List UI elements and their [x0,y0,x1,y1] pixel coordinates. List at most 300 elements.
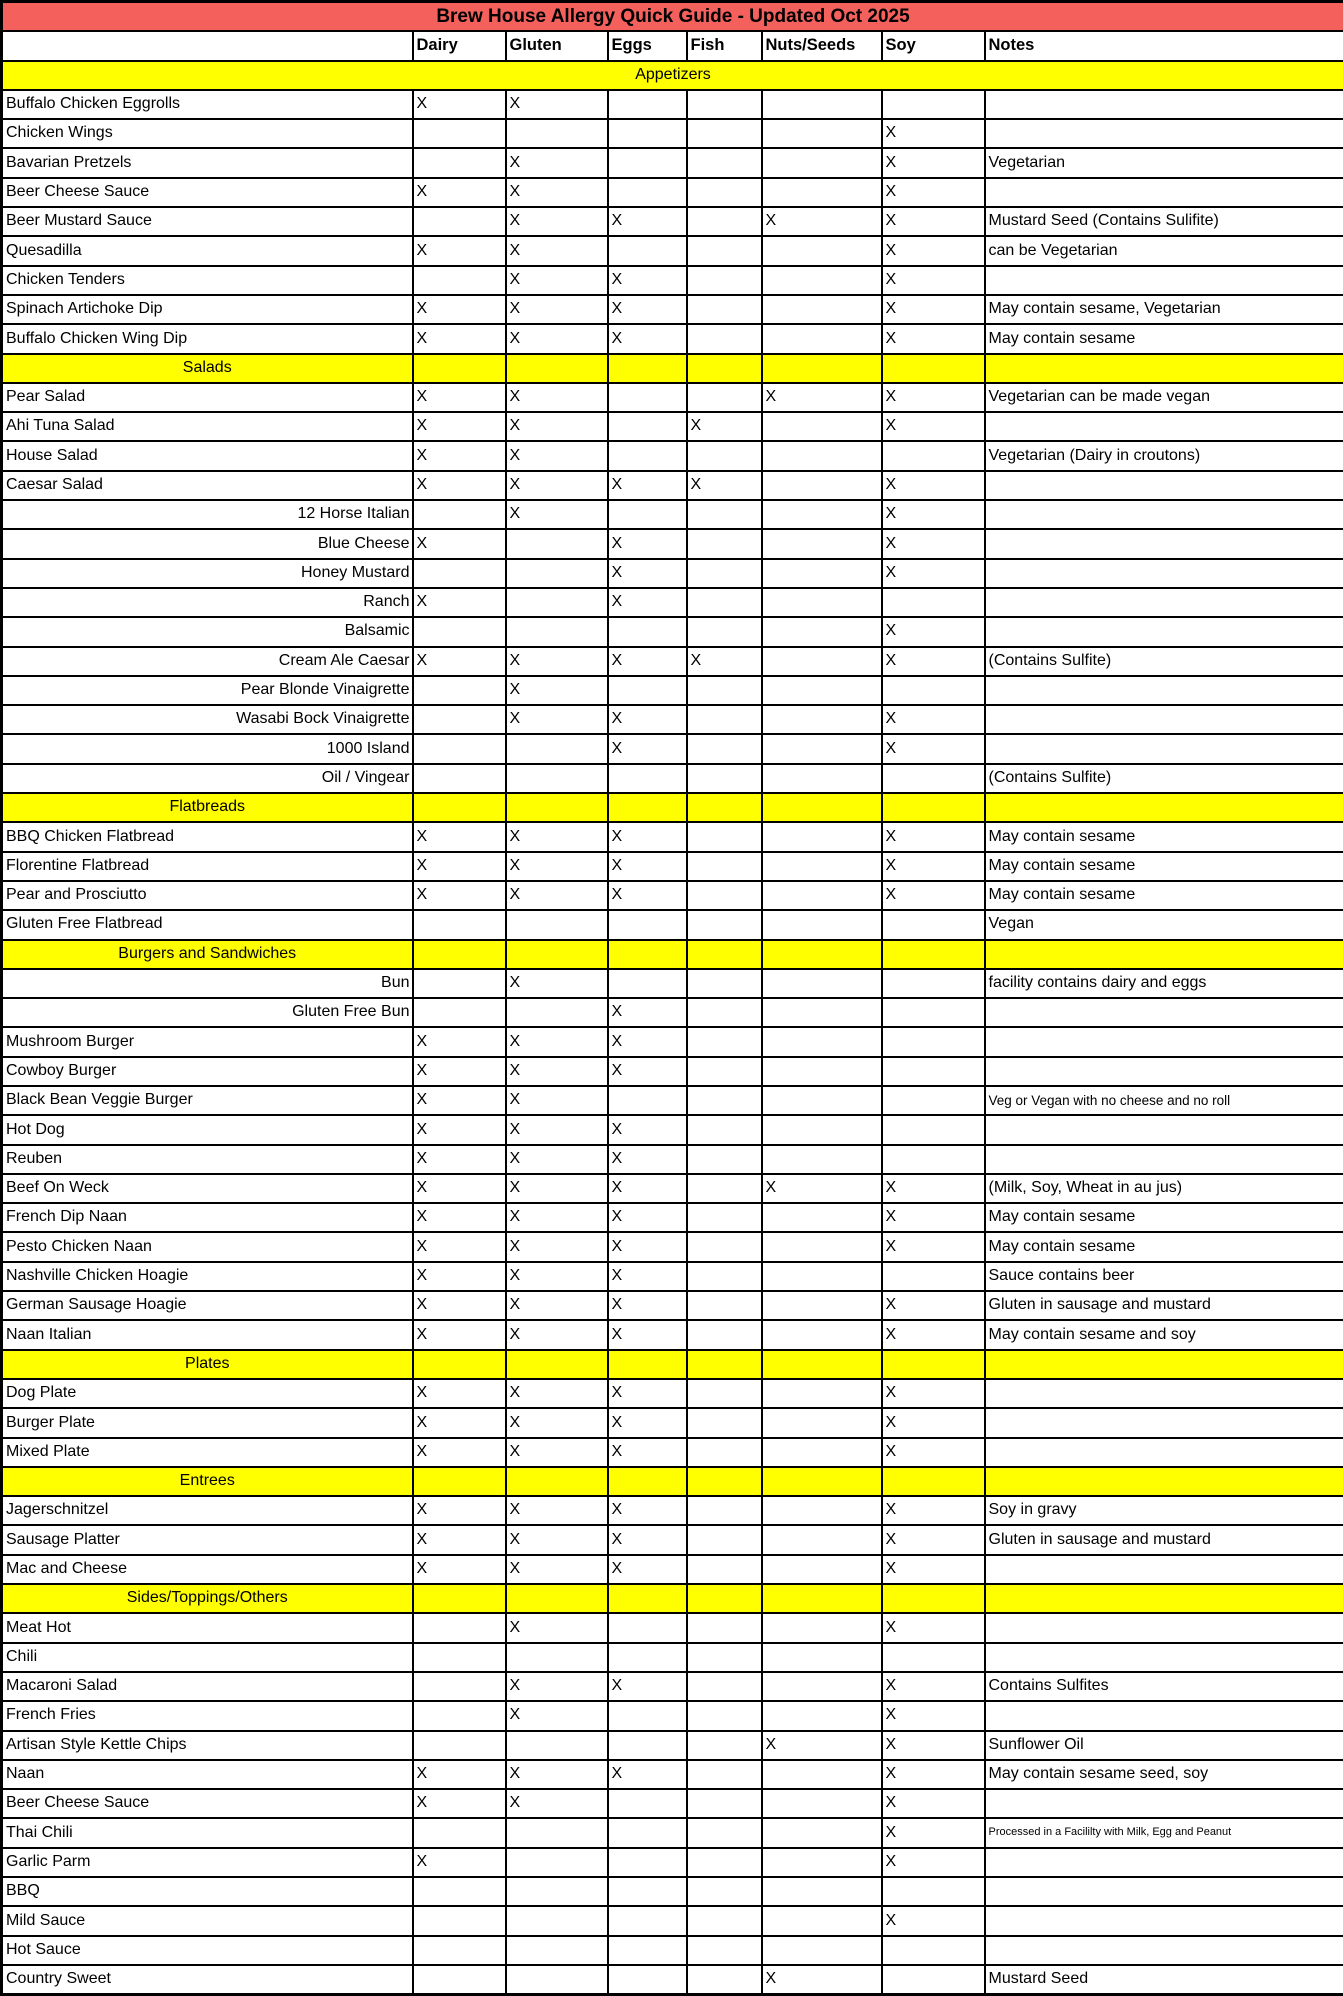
allergen-cell-soy: X [882,119,985,148]
allergen-cell-gluten: X [506,1027,608,1056]
allergen-cell-eggs: X [608,559,687,588]
allergen-cell-soy: X [882,500,985,529]
item-row [2,1818,1343,1847]
allergen-cell-eggs [608,1789,687,1818]
item-name: Thai Chili [2,1818,413,1847]
allergen-cell-nuts-seeds [762,617,882,646]
allergen-cell-dairy: X [413,1203,506,1232]
item-notes: Sauce contains beer [985,1262,1343,1291]
allergen-cell-dairy: X [413,471,506,500]
allergen-cell-nuts-seeds [762,266,882,295]
allergen-cell-nuts-seeds [762,1789,882,1818]
allergen-cell-dairy: X [413,412,506,441]
allergen-cell-soy: X [882,236,985,265]
allergen-cell-dairy: X [413,441,506,470]
allergen-cell-gluten: X [506,852,608,881]
allergen-cell-dairy: X [413,881,506,910]
allergen-cell-fish [687,1936,762,1965]
item-row [2,178,1343,207]
allergen-cell-soy [882,1145,985,1174]
item-row [2,1848,1343,1877]
section-cell [762,793,882,822]
page-title: Brew House Allergy Quick Guide - Updated Oct 2025 [2,2,1343,32]
item-row [2,969,1343,998]
item-notes: can be Vegetarian [985,236,1343,265]
section-cell [762,1350,882,1379]
item-notes: (Milk, Soy, Wheat in au jus) [985,1174,1343,1203]
allergen-cell-fish [687,1877,762,1906]
allergen-cell-nuts-seeds [762,1555,882,1584]
item-notes [985,705,1343,734]
section-cell [687,354,762,383]
item-row [2,998,1343,1027]
item-name: Chili [2,1643,413,1672]
allergen-cell-nuts-seeds [762,1232,882,1261]
item-name: Country Sweet [2,1965,413,1995]
item-notes [985,471,1343,500]
allergen-cell-gluten: X [506,1438,608,1467]
item-row [2,734,1343,763]
section-cell [985,940,1343,969]
item-notes [985,734,1343,763]
allergen-cell-nuts-seeds [762,1203,882,1232]
allergen-cell-fish [687,1291,762,1320]
section-cell [687,1350,762,1379]
allergen-cell-soy: X [882,471,985,500]
allergen-cell-nuts-seeds [762,148,882,177]
allergen-cell-gluten: X [506,1613,608,1642]
allergen-cell-gluten: X [506,1701,608,1730]
item-row [2,1555,1343,1584]
item-row [2,1760,1343,1789]
allergen-cell-nuts-seeds [762,178,882,207]
item-name: Spinach Artichoke Dip [2,295,413,324]
item-notes: May contain sesame [985,324,1343,353]
allergen-cell-fish [687,852,762,881]
section-cell [506,354,608,383]
item-notes: Veg or Vegan with no cheese and no roll [985,1086,1343,1115]
allergen-cell-gluten [506,998,608,1027]
allergen-cell-soy: X [882,1408,985,1437]
allergen-cell-fish [687,529,762,558]
item-notes [985,1379,1343,1408]
allergen-cell-fish [687,1438,762,1467]
item-notes: facility contains dairy and eggs [985,969,1343,998]
item-name: Hot Dog [2,1115,413,1144]
column-header-soy: Soy [882,31,985,60]
allergen-cell-fish [687,822,762,851]
item-row [2,1027,1343,1056]
allergen-cell-eggs: X [608,324,687,353]
section-row-burgers-and-sandwiches [2,940,1343,969]
allergen-cell-fish [687,881,762,910]
allergen-cell-soy: X [882,1203,985,1232]
allergen-cell-gluten: X [506,1086,608,1115]
item-name: House Salad [2,441,413,470]
allergen-cell-nuts-seeds [762,852,882,881]
allergen-cell-eggs: X [608,1555,687,1584]
item-row [2,1320,1343,1349]
item-row [2,910,1343,939]
allergen-cell-nuts-seeds [762,969,882,998]
item-notes [985,529,1343,558]
section-label: Flatbreads [2,793,413,822]
item-name: Gluten Free Flatbread [2,910,413,939]
allergen-cell-eggs: X [608,1291,687,1320]
item-notes: Vegetarian can be made vegan [985,383,1343,412]
allergen-cell-nuts-seeds [762,1906,882,1935]
allergen-cell-dairy: X [413,1320,506,1349]
allergen-cell-dairy [413,617,506,646]
allergen-cell-eggs: X [608,1760,687,1789]
item-notes [985,1643,1343,1672]
allergen-cell-soy: X [882,148,985,177]
allergen-cell-dairy [413,559,506,588]
allergen-cell-nuts-seeds [762,1408,882,1437]
allergen-cell-nuts-seeds [762,1701,882,1730]
allergen-cell-eggs [608,1613,687,1642]
allergen-cell-gluten [506,1965,608,1995]
allergen-cell-nuts-seeds [762,119,882,148]
allergen-cell-fish [687,734,762,763]
allergen-cell-soy: X [882,529,985,558]
section-row-appetizers [2,61,1343,90]
allergen-cell-eggs [608,236,687,265]
allergen-cell-fish [687,119,762,148]
allergen-cell-gluten: X [506,1232,608,1261]
allergen-cell-nuts-seeds [762,1848,882,1877]
allergen-cell-nuts-seeds: X [762,1174,882,1203]
section-cell [687,1467,762,1496]
allergen-cell-gluten: X [506,676,608,705]
item-name: Buffalo Chicken Eggrolls [2,90,413,119]
allergen-cell-eggs [608,1086,687,1115]
item-notes [985,1115,1343,1144]
allergen-cell-eggs [608,1848,687,1877]
allergen-cell-nuts-seeds [762,1145,882,1174]
allergen-cell-dairy: X [413,1057,506,1086]
item-name: Blue Cheese [2,529,413,558]
allergen-cell-nuts-seeds [762,1027,882,1056]
allergen-cell-dairy [413,500,506,529]
allergen-cell-fish [687,1643,762,1672]
allergen-cell-dairy [413,676,506,705]
item-row [2,441,1343,470]
item-row [2,471,1343,500]
item-notes: Gluten in sausage and mustard [985,1525,1343,1554]
allergen-cell-soy: X [882,881,985,910]
allergen-cell-gluten [506,1643,608,1672]
allergen-cell-soy: X [882,1525,985,1554]
section-cell [608,1584,687,1613]
allergen-cell-soy: X [882,1291,985,1320]
allergen-cell-soy: X [882,1555,985,1584]
allergen-cell-fish [687,207,762,236]
allergen-cell-gluten [506,559,608,588]
item-notes: Vegan [985,910,1343,939]
section-cell [687,940,762,969]
section-cell [413,1584,506,1613]
item-name: Artisan Style Kettle Chips [2,1731,413,1760]
allergen-cell-fish [687,148,762,177]
allergen-cell-eggs: X [608,1496,687,1525]
item-name: Beer Cheese Sauce [2,178,413,207]
section-cell [762,940,882,969]
allergen-cell-gluten: X [506,1115,608,1144]
item-name: Balsamic [2,617,413,646]
allergen-cell-fish [687,295,762,324]
allergen-cell-gluten: X [506,148,608,177]
allergen-cell-gluten [506,1877,608,1906]
item-row [2,705,1343,734]
item-row [2,617,1343,646]
section-cell [506,1584,608,1613]
item-row [2,1291,1343,1320]
allergen-cell-soy: X [882,1789,985,1818]
allergen-cell-soy: X [882,412,985,441]
item-name: Beer Mustard Sauce [2,207,413,236]
allergen-cell-soy: X [882,1701,985,1730]
allergen-cell-soy [882,1262,985,1291]
allergen-cell-dairy [413,764,506,793]
item-row [2,412,1343,441]
allergen-cell-eggs [608,441,687,470]
allergen-cell-eggs: X [608,1379,687,1408]
allergen-cell-nuts-seeds [762,471,882,500]
item-row [2,1877,1343,1906]
allergen-cell-dairy [413,1613,506,1642]
allergen-cell-eggs [608,910,687,939]
allergen-cell-nuts-seeds [762,236,882,265]
allergen-cell-eggs: X [608,734,687,763]
allergen-cell-eggs [608,1731,687,1760]
allergen-cell-soy: X [882,1760,985,1789]
allergen-cell-gluten: X [506,1057,608,1086]
allergen-cell-dairy [413,1936,506,1965]
allergen-cell-nuts-seeds [762,1643,882,1672]
allergen-cell-eggs: X [608,881,687,910]
item-notes [985,1438,1343,1467]
allergen-cell-fish [687,1555,762,1584]
item-name: Nashville Chicken Hoagie [2,1262,413,1291]
allergen-cell-fish [687,383,762,412]
item-row [2,324,1343,353]
section-cell [687,793,762,822]
allergen-cell-fish [687,1731,762,1760]
allergen-cell-nuts-seeds [762,1115,882,1144]
item-notes [985,1789,1343,1818]
allergen-cell-nuts-seeds [762,588,882,617]
item-notes [985,1848,1343,1877]
allergen-cell-soy: X [882,1438,985,1467]
item-notes [985,1057,1343,1086]
allergen-cell-nuts-seeds [762,647,882,676]
allergen-cell-gluten: X [506,705,608,734]
allergen-cell-gluten: X [506,1525,608,1554]
section-cell [985,793,1343,822]
allergen-cell-fish [687,1262,762,1291]
allergen-cell-gluten [506,764,608,793]
allergen-cell-soy: X [882,734,985,763]
section-row-plates [2,1350,1343,1379]
allergen-cell-gluten [506,588,608,617]
allergen-cell-soy: X [882,852,985,881]
item-name: Pesto Chicken Naan [2,1232,413,1261]
item-notes [985,412,1343,441]
item-notes [985,1613,1343,1642]
item-row [2,148,1343,177]
allergen-cell-fish [687,910,762,939]
allergen-cell-dairy: X [413,852,506,881]
allergen-cell-eggs: X [608,588,687,617]
item-notes: Contains Sulfites [985,1672,1343,1701]
item-notes [985,1408,1343,1437]
item-notes [985,1555,1343,1584]
allergen-cell-eggs: X [608,1115,687,1144]
section-cell [882,1584,985,1613]
allergen-cell-nuts-seeds [762,324,882,353]
item-notes [985,998,1343,1027]
allergen-cell-soy [882,588,985,617]
allergen-cell-nuts-seeds [762,998,882,1027]
allergen-cell-eggs: X [608,471,687,500]
allergen-cell-gluten: X [506,647,608,676]
allergen-cell-dairy [413,207,506,236]
allergen-cell-fish [687,676,762,705]
allergen-cell-dairy: X [413,1525,506,1554]
allergen-cell-fish [687,1320,762,1349]
allergen-cell-gluten: X [506,266,608,295]
allergen-cell-soy [882,1086,985,1115]
allergen-cell-soy: X [882,1672,985,1701]
section-cell [882,940,985,969]
item-row [2,588,1343,617]
allergen-cell-dairy: X [413,1760,506,1789]
item-row [2,881,1343,910]
item-name: Oil / Vingear [2,764,413,793]
allergen-cell-dairy: X [413,324,506,353]
title-row [2,2,1343,32]
item-name: 12 Horse Italian [2,500,413,529]
allergen-cell-gluten: X [506,1203,608,1232]
item-name: Cream Ale Caesar [2,647,413,676]
allergen-cell-dairy: X [413,1086,506,1115]
section-cell [762,1467,882,1496]
allergen-cell-gluten: X [506,881,608,910]
item-row [2,1057,1343,1086]
allergen-cell-fish [687,324,762,353]
allergen-cell-gluten: X [506,1145,608,1174]
item-notes: May contain sesame [985,822,1343,851]
item-notes: (Contains Sulfite) [985,764,1343,793]
allergen-cell-gluten: X [506,383,608,412]
allergen-cell-gluten [506,1906,608,1935]
item-name: Mild Sauce [2,1906,413,1935]
item-notes [985,617,1343,646]
item-notes [985,266,1343,295]
item-row [2,90,1343,119]
section-cell [608,354,687,383]
allergen-cell-dairy: X [413,647,506,676]
allergen-cell-gluten: X [506,207,608,236]
allergen-cell-soy: X [882,1731,985,1760]
allergen-cell-gluten [506,529,608,558]
item-row [2,822,1343,851]
item-notes [985,500,1343,529]
allergen-cell-soy [882,1936,985,1965]
item-name: Pear Blonde Vinaigrette [2,676,413,705]
allergen-cell-nuts-seeds [762,1818,882,1847]
allergen-cell-fish [687,236,762,265]
allergen-cell-dairy: X [413,1438,506,1467]
allergen-cell-dairy: X [413,588,506,617]
item-row [2,1906,1343,1935]
allergen-cell-eggs [608,1877,687,1906]
item-name: Meat Hot [2,1613,413,1642]
allergen-cell-soy: X [882,295,985,324]
item-row [2,1643,1343,1672]
allergen-cell-fish [687,1965,762,1995]
allergen-cell-fish [687,441,762,470]
allergen-cell-soy: X [882,383,985,412]
section-cell [413,793,506,822]
allergen-cell-dairy: X [413,383,506,412]
allergen-cell-fish [687,1203,762,1232]
allergen-cell-dairy: X [413,90,506,119]
item-notes [985,1701,1343,1730]
item-notes [985,1877,1343,1906]
section-label: Entrees [2,1467,413,1496]
allergen-cell-fish [687,1906,762,1935]
allergen-cell-soy: X [882,559,985,588]
allergen-cell-gluten [506,119,608,148]
item-name: Pear Salad [2,383,413,412]
section-row-flatbreads [2,793,1343,822]
item-name: Reuben [2,1145,413,1174]
item-name: Chicken Wings [2,119,413,148]
item-name: Mushroom Burger [2,1027,413,1056]
allergen-cell-fish [687,764,762,793]
allergen-cell-fish [687,1408,762,1437]
column-header-fish: Fish [687,31,762,60]
allergen-cell-dairy [413,1877,506,1906]
allergen-cell-soy [882,910,985,939]
item-notes: May contain sesame, Vegetarian [985,295,1343,324]
section-cell [985,1584,1343,1613]
allergen-cell-soy [882,90,985,119]
allergen-cell-nuts-seeds: X [762,383,882,412]
item-name: Hot Sauce [2,1936,413,1965]
item-name: Mac and Cheese [2,1555,413,1584]
item-notes: Vegetarian (Dairy in croutons) [985,441,1343,470]
item-notes [985,588,1343,617]
section-cell [608,793,687,822]
item-notes: Processed in a Facililty with Milk, Egg and Peanut [985,1818,1343,1847]
section-cell [762,1584,882,1613]
allergen-cell-fish [687,1379,762,1408]
allergen-cell-gluten: X [506,236,608,265]
item-notes: Vegetarian [985,148,1343,177]
allergen-cell-gluten: X [506,178,608,207]
allergen-cell-soy [882,1115,985,1144]
section-cell [882,1467,985,1496]
item-row [2,529,1343,558]
allergen-cell-gluten: X [506,969,608,998]
allergen-cell-fish [687,1818,762,1847]
item-name: Gluten Free Bun [2,998,413,1027]
item-notes: May contain sesame seed, soy [985,1760,1343,1789]
allergen-cell-eggs: X [608,647,687,676]
